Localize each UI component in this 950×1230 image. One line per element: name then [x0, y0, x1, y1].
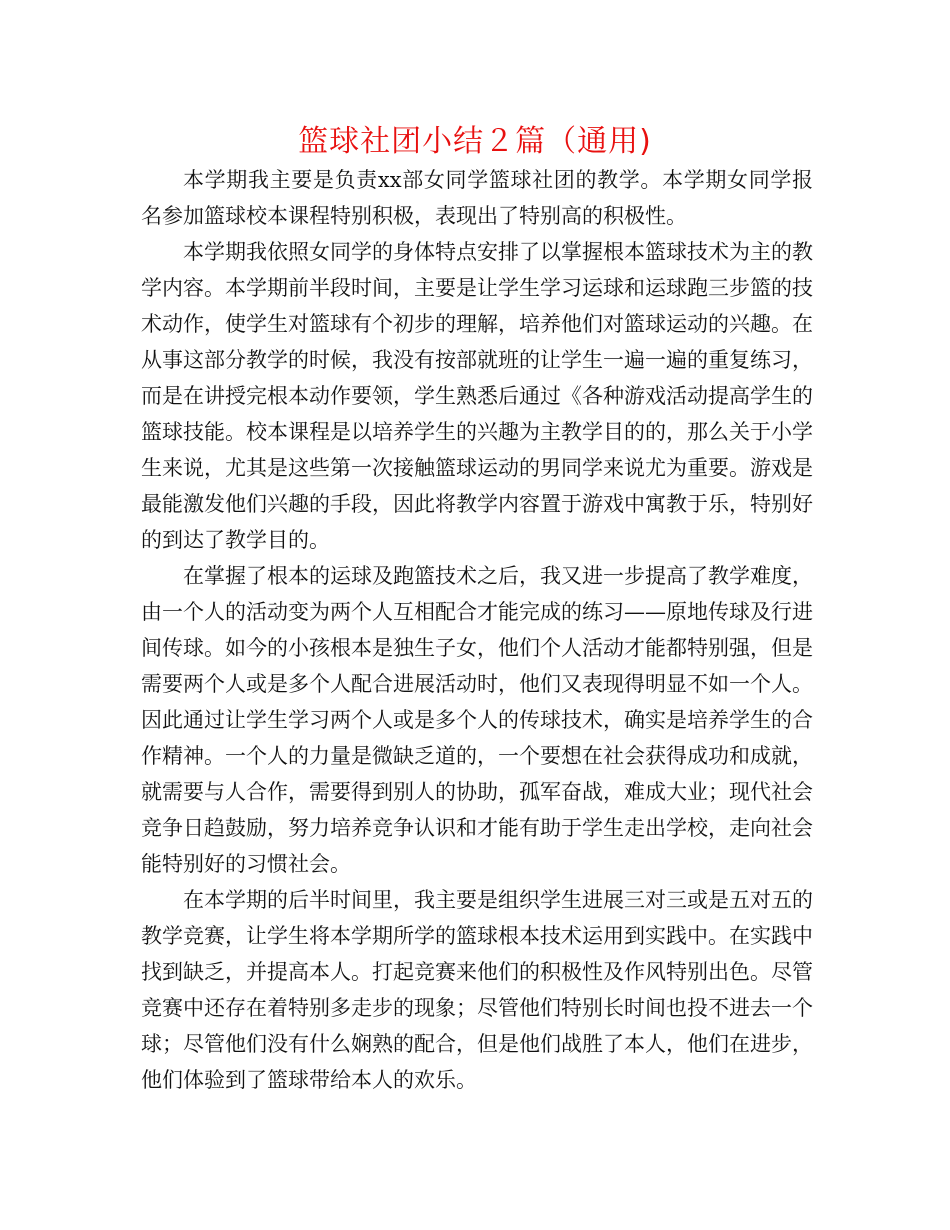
paragraph-2: 本学期我依照女同学的身体特点安排了以掌握根本篮球技术为主的教学内容。本学期前半段时间，主要是让学生学习运球和运球跑三步篮的技术动作，使学生对篮球有个初步的理解，培养他们对篮球运动的兴趣。在从事这部分教学的时候，我没有按部就班的让学生一遍一遍的重复练习，而是在讲授完根本动作要领，学生熟悉后通过《各种游戏活动提高学生的篮球技能。校本课程是以培养学生的兴趣为主教学目的的，那么关于小学生来说，尤其是这些第一次接触篮球运动的男同学来说尤为重要。游戏是最能激发他们兴趣的手段，因此将教学内容置于游戏中寓教于乐，特别好的到达了教学目的。: [141, 240, 813, 552]
paragraph-1: 本学期我主要是负责xx部女同学篮球社团的教学。本学期女同学报名参加篮球校本课程特别积极，表现出了特别高的积极性。: [141, 168, 813, 228]
document-body: [141, 162, 813, 1098]
paragraph-3: 在掌握了根本的运球及跑篮技术之后，我又进一步提高了教学难度，由一个人的活动变为两个人互相配合才能完成的练习——原地传球及行进间传球。如今的小孩根本是独生子女，他们个人活动才能都特别强，但是需要两个人或是多个人配合进展活动时，他们又表现得明显不如一个人。因此通过让学生学习两个人或是多个人的传球技术，确实是培养学生的合作精神。一个人的力量是微缺乏道的，一个要想在社会获得成功和成就，就需要与人合作，需要得到别人的协助，孤军奋战，难成大业；现代社会竞争日趋鼓励，努力培养竞争认识和才能有助于学生走出学校，走向社会能特别好的习惯社会。: [141, 564, 813, 876]
paragraph-4: 在本学期的后半时间里，我主要是组织学生进展三对三或是五对五的教学竞赛，让学生将本学期所学的篮球根本技术运用到实践中。在实践中找到缺乏，并提高本人。打起竞赛来他们的积极性及作风特别出色。尽管竞赛中还存在着特别多走步的现象；尽管他们特别长时间也投不进去一个球；尽管他们没有什么娴熟的配合，但是他们战胜了本人，他们在进步，他们体验到了篮球带给本人的欢乐。: [141, 888, 813, 1092]
document-title: 篮球社团小结２篇（通用): [298, 124, 652, 159]
